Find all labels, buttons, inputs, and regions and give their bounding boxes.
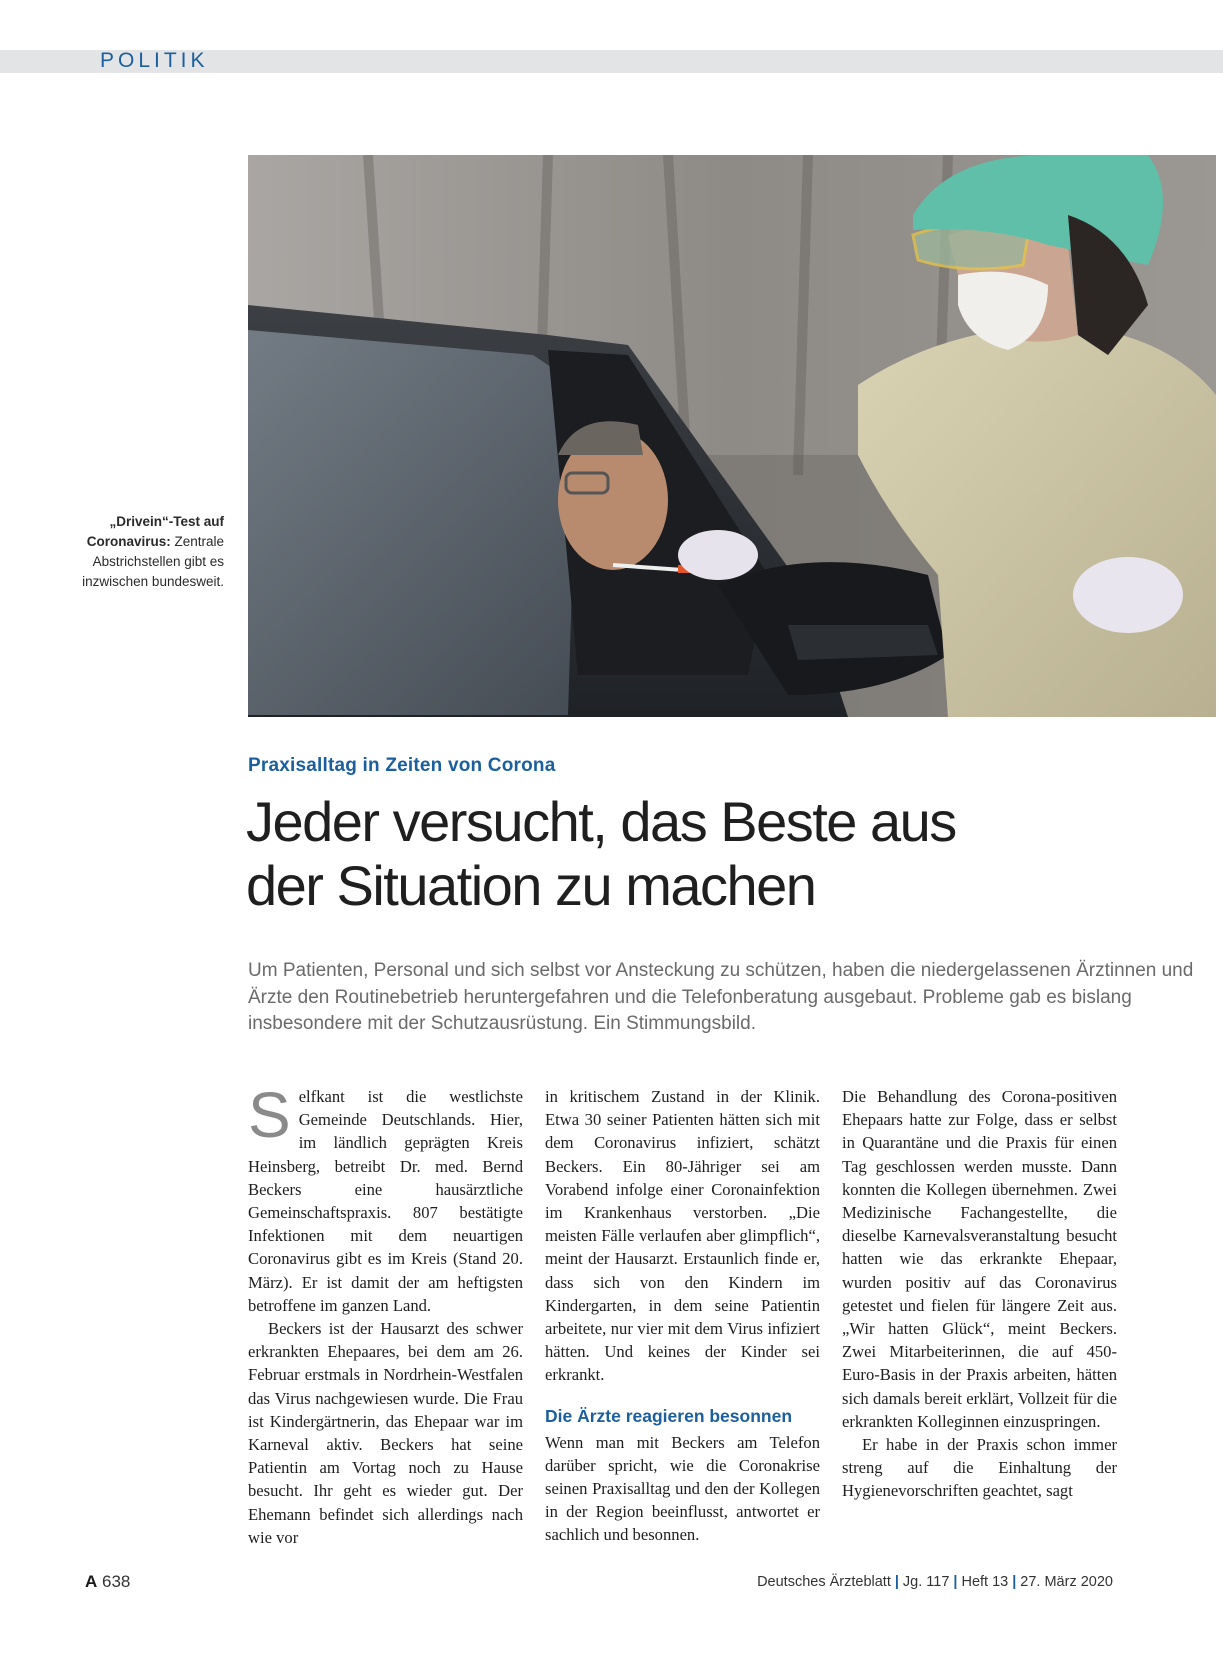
paragraph: Die Behandlung des Corona-positiven Ehepaars hatte zur Folge, dass er selbst in Quarantäne und die Praxis für einen Tag geschlossen werden musste. Dann konnten die Kollegen übernehmen. Zwei Medizinische Fachangestellte, die dieselbe Karnevalsveranstaltung besucht hatten wie das erkrankte Ehepaar, wurden positiv auf das Coronavirus getestet und fielen für längere Zeit aus. „Wir hatten Glück“, meint Beckers. Zwei Mitarbeiterinnen, die auf 450-Euro-Basis in der Praxis arbeiten, hätten sich damals bereit erklärt, Vollzeit für die erkrankten Kolleginnen einzuspringen. [842, 1087, 1117, 1431]
article-subheading: Die Ärzte reagieren besonnen [545, 1405, 793, 1426]
photo-caption [80, 512, 224, 592]
article-lead: Um Patienten, Personal und sich selbst vor Ansteckung zu schützen, haben die niedergelassenen Ärztinnen und Ärzte den Routinebetrieb heruntergefahren und die Telefonberatung ausgebaut. Probleme gab es bislang insbesondere mit der Schutzausrüstung. Ein Stimmungsbild. [248, 960, 1194, 1034]
journal-date: 27. März 2020 [1020, 1574, 1113, 1590]
article-kicker: Praxisalltag in Zeiten von Corona [248, 755, 556, 776]
photo-caption-title: „Drivein“-Test auf Coronavirus: [86, 514, 224, 549]
text-column-2 [545, 1085, 820, 1547]
section-label: POLITIK [100, 49, 209, 72]
text-column-1 [248, 1079, 523, 1549]
article-photo [248, 155, 1216, 717]
paragraph: in kritischem Zustand in der Klinik. Etwa 30 seiner Patienten hätten sich mit dem Coronavirus infiziert, schätzt Beckers. Ein 80-Jähriger sei am Vorabend infolge einer Coronainfektion im Krankenhaus verstorben. „Die meisten Fälle verlaufen aber glimpflich“, meint der Hausarzt. Erstaunlich finde er, dass sich von den Kindern im Kindergarten, in dem seine Patientin arbeitete, nur vier mit dem Virus infiziert hätten. Und keines der Kinder sei erkrankt. [545, 1087, 820, 1385]
article-headline [246, 790, 1186, 918]
photo-caption-text: Zentrale Abstrichstellen gibt es inzwischen bundesweit. [82, 534, 224, 589]
headline-line-1: Jeder versucht, das Beste aus [246, 790, 956, 853]
paragraph: Beckers ist der Hausarzt des schwer erkrankten Ehepaares, bei dem am 26. Februar erstmals in Nordrhein-Westfalen das Virus nachgewiesen wurde. Die Frau ist Kindergärtnerin, das Ehepaar war im Karneval aktiv. Beckers hat seine Patientin am Vortag noch zu Hause besucht. Ihr geht es wieder gut. Der Ehemann befindet sich allerdings nach wie vor [248, 1319, 523, 1547]
journal-issue: Heft 13 [961, 1574, 1009, 1590]
journal-footer [757, 1574, 1113, 1590]
drop-cap: S [248, 1079, 291, 1151]
journal-name: Deutsches Ärzteblatt [757, 1574, 891, 1590]
footer-separator: | [1012, 1574, 1017, 1590]
headline-line-2: der Situation zu machen [246, 854, 816, 917]
footer-separator: | [953, 1574, 958, 1590]
text-column-3 [842, 1085, 1117, 1503]
footer-separator: | [894, 1574, 899, 1590]
page-number [85, 1572, 130, 1592]
paragraph: elfkant ist die westlichste Gemeinde Deutschlands. Hier, im ländlich geprägten Kreis Heinsberg, betreibt Dr. med. Bernd Beckers eine hausärztliche Gemeinschaftspraxis. 807 bestätigte Infektionen mit dem neuartigen Coronavirus gibt es im Kreis (Stand 20. März). Er ist damit der am heftigsten betroffene im ganzen Land. [248, 1087, 523, 1315]
paragraph: Er habe in der Praxis schon immer streng auf die Einhaltung der Hygienevorschriften geachtet, sagt [842, 1435, 1117, 1501]
page-prefix: A [85, 1572, 98, 1591]
journal-volume: Jg. 117 [902, 1574, 950, 1590]
page-number-value: 638 [102, 1572, 131, 1591]
paragraph: Wenn man mit Beckers am Telefon darüber spricht, wie die Coronakrise seinen Praxisalltag und den der Kollegen in der Region beeinflusst, antwortet er sachlich und besonnen. [545, 1432, 820, 1545]
